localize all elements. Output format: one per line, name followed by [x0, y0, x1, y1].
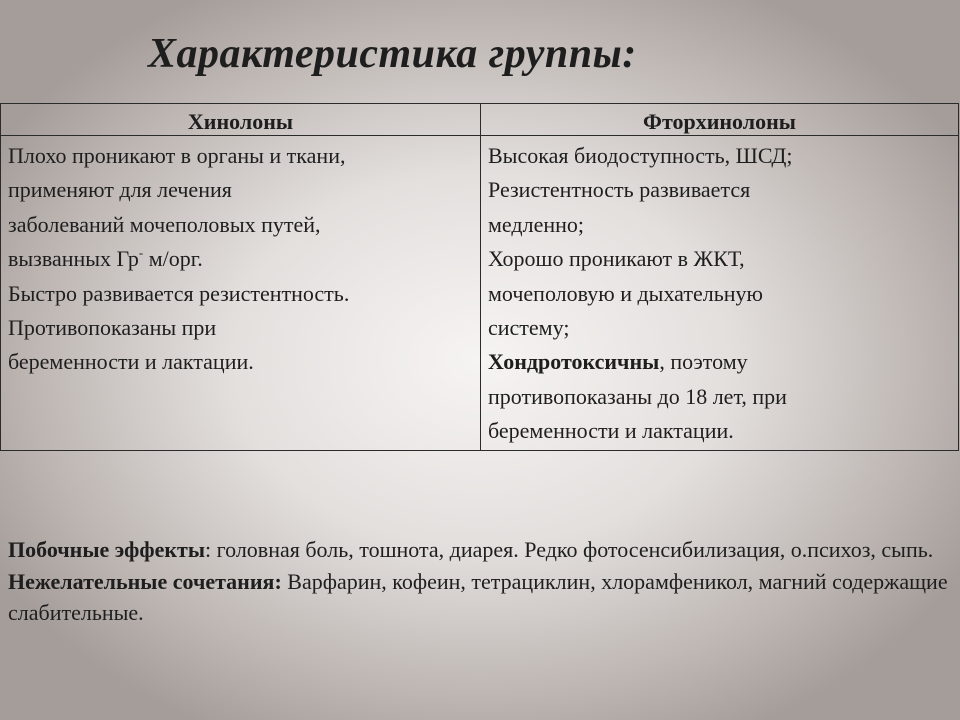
interactions-label: Нежелательные сочетания: [8, 568, 282, 594]
side-effects-paragraph [8, 534, 948, 566]
notes-block [8, 534, 948, 629]
fluoroquinolones-line [488, 345, 952, 379]
fluoroquinolones-line: беременности и лактации. [488, 418, 734, 444]
fluoroquinolones-line: противопоказаны до 18 лет, при [488, 383, 787, 409]
quinolones-line [8, 242, 474, 276]
fluoroquinolones-line: мочеполовую и дыхательную [488, 280, 763, 306]
header-fluoroquinolones: Фторхинолоны [481, 104, 959, 136]
table-header-row [1, 104, 959, 136]
quinolones-line: Плохо проникают в органы и ткани, [8, 143, 346, 168]
comparison-table [0, 103, 959, 451]
quinolones-cell [1, 136, 481, 451]
side-effects-label: Побочные эффекты [8, 537, 206, 562]
quinolones-line: применяют для лечения [8, 177, 232, 203]
quinolones-line: заболеваний мочеполовых путей, [8, 211, 321, 237]
gram-text: вызванных Гр [8, 246, 139, 272]
quinolones-line: беременности и лактации. [8, 349, 254, 375]
fluoroquinolones-line: Хорошо проникают в ЖКТ, [488, 246, 745, 272]
page-title: Характеристика группы: [148, 31, 637, 77]
fluoroquinolones-line: медленно; [488, 211, 584, 237]
side-effects-text: : головная боль, тошнота, диарея. Редко фотосенсибилизация, о.психоз, сыпь. [205, 537, 934, 562]
table-row [1, 136, 959, 451]
header-quinolones: Хинолоны [1, 104, 481, 136]
fluoroquinolones-line: Резистентность развивается [488, 177, 751, 203]
interactions-paragraph [8, 566, 948, 629]
fluoroquinolones-cell [481, 136, 959, 451]
quinolones-line: Быстро развивается резистентность. [8, 280, 350, 306]
fluoroquinolones-line: систему; [488, 315, 570, 341]
fluoroquinolones-line: Высокая биодоступность, ШСД; [488, 143, 793, 168]
chondrotoxic-label: Хондротоксичны [488, 349, 660, 375]
chondrotoxic-rest: , поэтому [659, 349, 748, 375]
gram-superscript: - [138, 245, 144, 261]
microorganism-text: м/орг. [143, 246, 203, 272]
interactions-text: Варфарин, кофеин, тетрациклин, хлорамфеникол, магний содержащие слабительные. [8, 568, 948, 625]
quinolones-line: Противопоказаны при [8, 315, 217, 341]
